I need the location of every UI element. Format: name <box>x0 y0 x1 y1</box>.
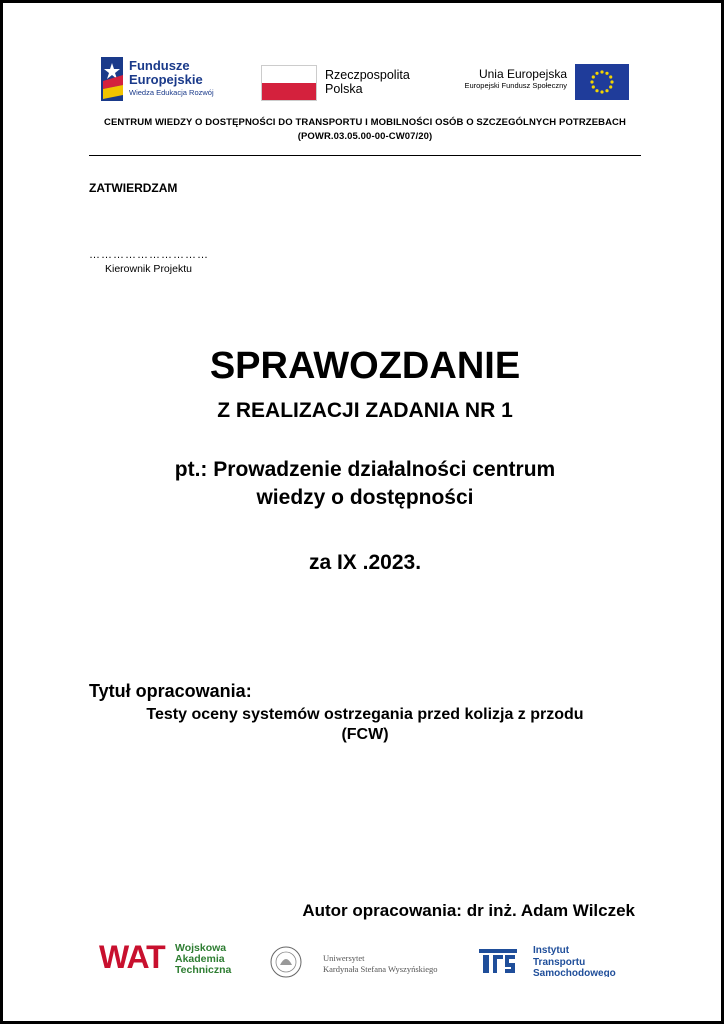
fe-name-line2: Europejskie <box>129 71 203 87</box>
wat-name-line2: Akademia <box>175 953 225 966</box>
header-divider <box>89 155 641 156</box>
its-mark-icon <box>477 943 519 975</box>
its-name-line2: Transportu <box>533 956 586 968</box>
uksw-seal-icon <box>269 945 303 979</box>
signature-line: ………………………… <box>89 249 209 261</box>
its-name-line3: Samochodowego <box>533 968 616 977</box>
report-title: SPRAWOZDANIE <box>209 345 521 387</box>
author-line: Autor opracowania: dr inż. Adam Wilczek <box>302 901 635 920</box>
eu-flag-icon <box>575 64 629 100</box>
rzeczpospolita-polska-logo <box>261 55 421 105</box>
wat-name-line3: Techniczna <box>175 964 232 977</box>
its-name-line1: Instytut <box>533 945 570 956</box>
uksw-name-line2: Kardynała Stefana Wyszyńskiego <box>323 963 438 974</box>
signatory-role: Kierownik Projektu <box>105 263 192 275</box>
center-name: CENTRUM WIEDZY O DOSTĘPNOŚCI DO TRANSPORTU I MOBILNOŚCI OSÓB O SZCZEGÓLNYCH POTRZEBACH <box>104 117 626 128</box>
study-title-line1: Testy oceny systemów ostrzegania przed kolizja z przodu <box>146 706 584 723</box>
report-period: za IX .2023. <box>308 551 422 574</box>
task-name-line2: wiedzy o dostępności <box>256 486 474 509</box>
fundusze-europejskie-logo <box>99 55 239 105</box>
uksw-name-line1: Uniwersytet <box>323 953 365 963</box>
fundusze-europejskie-star-icon <box>99 55 127 103</box>
rp-name-line1: Rzeczpospolita <box>325 68 410 82</box>
wat-abbreviation: WAT <box>99 939 165 975</box>
unia-europejska-logo <box>449 55 631 105</box>
report-subtitle: Z REALIZACJI ZADANIA NR 1 <box>217 399 513 422</box>
task-name-line1: pt.: Prowadzenie działalności centrum <box>174 458 556 481</box>
ue-fund-name: Europejski Fundusz Społeczny <box>464 81 567 91</box>
project-code: (POWR.03.05.00-00-CW07/20) <box>297 131 433 142</box>
partner-logos-bar <box>99 941 619 977</box>
its-logo <box>477 941 627 977</box>
funding-logos-bar <box>99 55 631 107</box>
polish-flag-icon <box>261 65 317 101</box>
study-title-label: Tytuł opracowania: <box>89 681 252 701</box>
ue-name: Unia Europejska <box>478 67 567 81</box>
rp-name-line2: Polska <box>325 81 363 96</box>
approval-label: ZATWIERDZAM <box>89 181 178 195</box>
wat-name-line1: Wojskowa <box>175 942 227 954</box>
study-title-line2: (FCW) <box>341 726 389 743</box>
fe-tagline: Wiedza Edukacja Rozwój <box>129 88 214 98</box>
fe-name-line1: Fundusze <box>129 58 190 73</box>
uksw-logo <box>269 945 459 977</box>
